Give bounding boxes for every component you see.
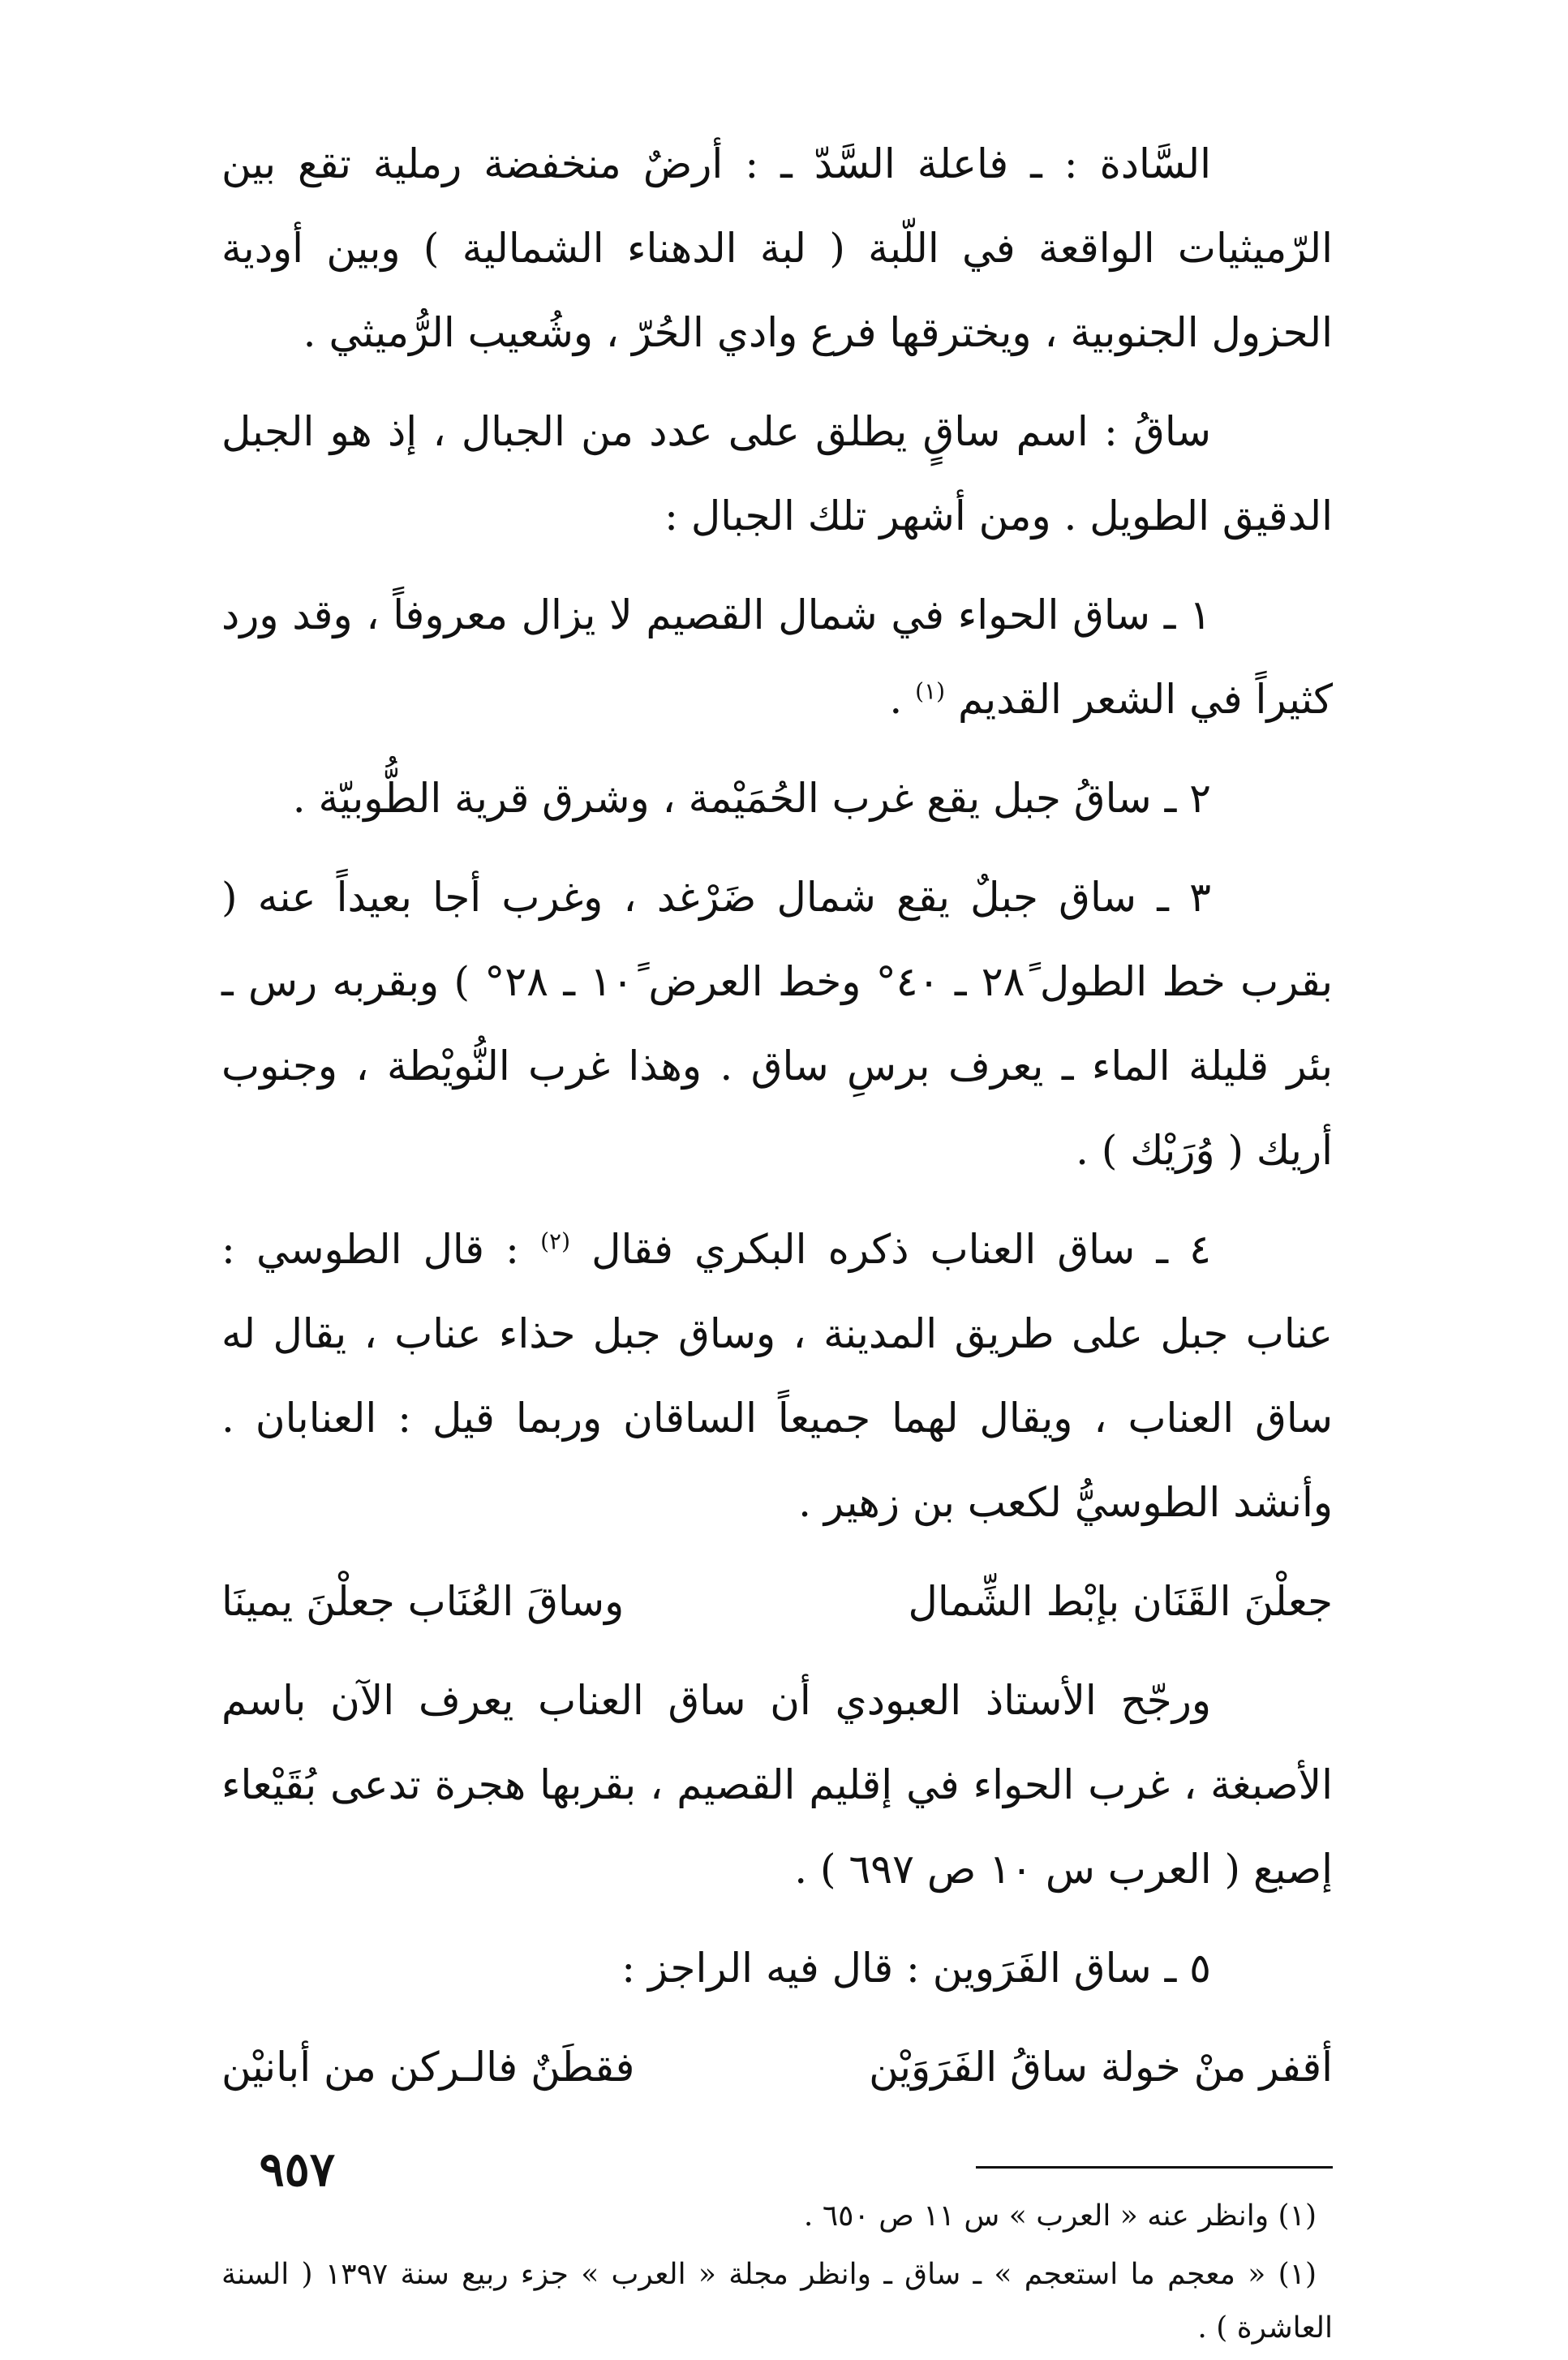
poem-verse-1 (221, 1559, 1333, 1644)
verse-1-first-hemistich: جعلْنَ القَنَان بإبْط الشِّمال (908, 1578, 1333, 1625)
alaboudi-paragraph: ورجّح الأستاذ العبودي أن ساق العناب يعرف الآن باسم الأصبغة ، غرب الحواء في إقليم القصيم ، بقربها هجرة تدعى بُقَيْعاء إصبع ( العرب س ١٠ ص ٦٩٧ ) . (221, 1677, 1333, 1893)
item-2: ٢ ـ ساقُ جبل يقع غرب الحُمَيْمة ، وشرق قرية الطُّوبيّة . (292, 775, 1211, 822)
entry-alsadah: السَّادة : ـ فاعلة السَّدّ ـ : أرضٌ منخفضة رملية تقع بين الرّميثيات الواقعة في اللّبة ( لبة الدهناء الشمالية ) وبين أودية الحزول الجنوبية ، ويخترقها فرع وادي الحُرّ ، وشُعيب الرُّميثي . (221, 140, 1333, 356)
item-4-saq-alanab (221, 1207, 1333, 1545)
item-1-text: ١ ـ ساق الحواء في شمال القصيم لا يزال معروفاً ، وقد ورد كثيراً في الشعر القديم (221, 591, 1333, 723)
item-1-tail: . (889, 676, 916, 723)
item-1-saq-alhawa (221, 573, 1333, 742)
verse-1-second-hemistich: وساقَ العُنَاب جعلْنَ يمينَا (221, 1578, 625, 1625)
item-4-text: ٤ ـ ساق العناب ذكره البكري فقال (591, 1226, 1211, 1273)
page-body (221, 122, 1333, 2360)
verse-2-first-hemistich: أقفر منْ خولة ساقُ الفَرَوَيْن (869, 2044, 1333, 2091)
page-number: ٩٥٧ (259, 2142, 335, 2197)
footnote-2: (١) « معجم ما استعجم » ـ ساق ـ وانظر مجلة « العرب » جزء ربيع سنة ١٣٩٧ ( السنة العاشرة ) . (221, 2258, 1333, 2345)
footnote-ref-2: (٢) (540, 1227, 571, 1255)
footnote-1: (١) وانظر عنه « العرب » س ١١ ص ٦٥٠ . (803, 2199, 1317, 2233)
footnote-ref-1: (١) (915, 677, 946, 705)
footnote-divider (976, 2166, 1333, 2169)
entry-saq: ساقُ : اسم ساقٍ يطلق على عدد من الجبال ، إذ هو الجبل الدقيق الطويل . ومن أشهر تلك الجبال : (221, 408, 1333, 539)
item-4-tail: : قال الطوسي : عناب جبل على طريق المدينة ، وساق جبل حذاء عناب ، يقال له ساق العناب ، ويقال لهما جميعاً الساقان وربما قيل : العنابان . وأنشد الطوسيُّ لكعب بن زهير . (221, 1226, 1333, 1526)
poem-verse-2 (221, 2025, 1333, 2109)
item-3: ٣ ـ ساق جبلٌ يقع شمال ضَرْغد ، وغرب أجا بعيداً عنه ( بقرب خط الطول ٢٨ً ـ ٤٠° وخط العرض ١٠ً ـ ٢٨° ) وبقربه رس ـ بئر قليلة الماء ـ يعرف برسِ ساق . وهذا غرب النُّويْطة ، وجنوب أريك ( وُرَيْك ) . (221, 874, 1334, 1174)
verse-2-second-hemistich: فقطَنٌ فالـركن من أبانيْن (221, 2044, 635, 2091)
item-5: ٥ ـ ساق الفَرَوين : قال فيه الراجز : (621, 1945, 1211, 1992)
